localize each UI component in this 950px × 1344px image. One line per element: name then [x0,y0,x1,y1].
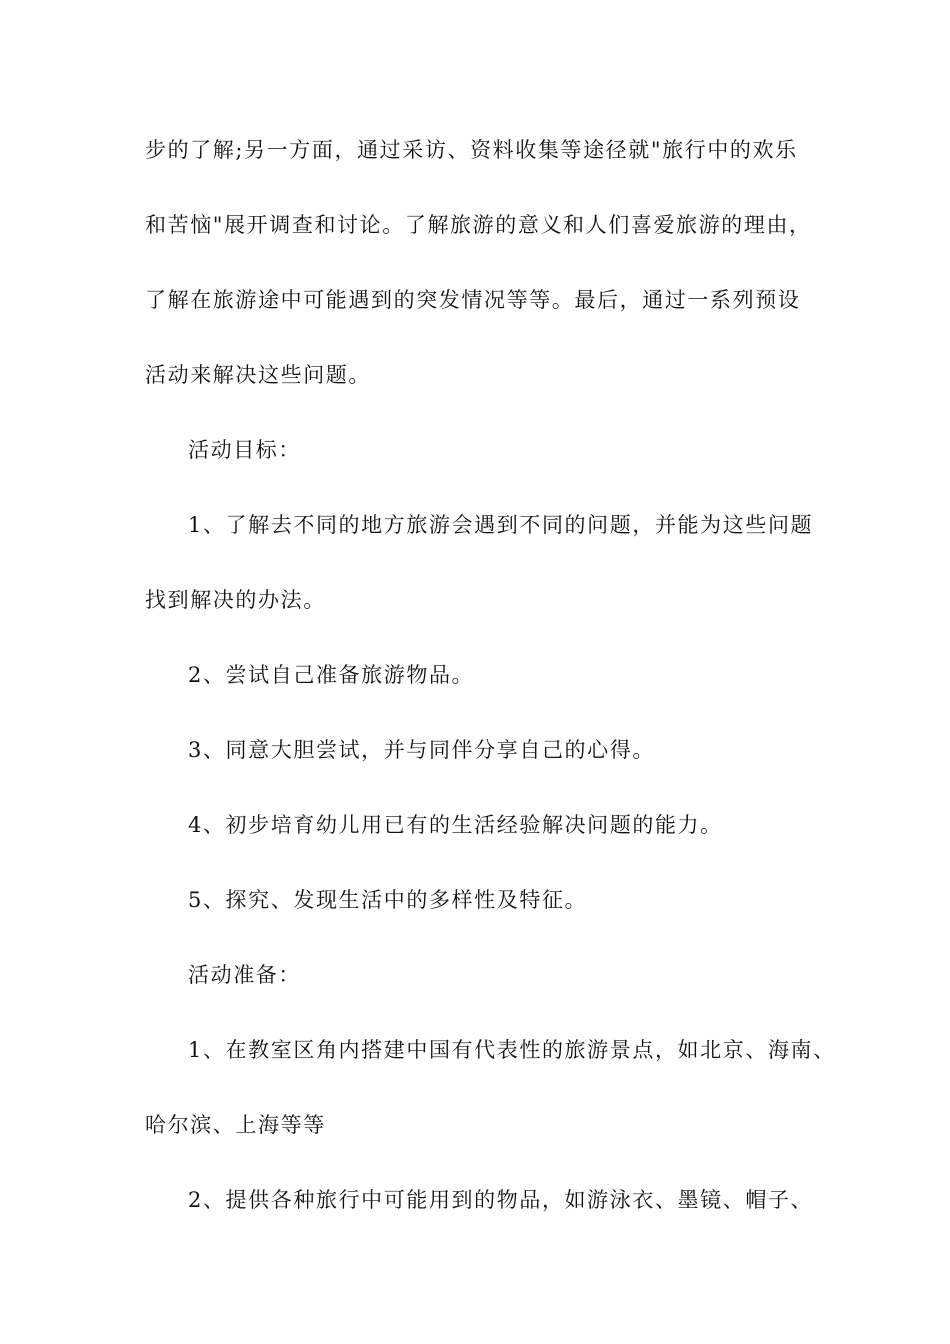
list-item: 4、初步培育幼儿用已有的生活经验解决问题的能力。 [188,813,723,837]
list-item: 2、尝试自己准备旅游物品。 [188,663,475,687]
paragraph-line: 步的了解;另一方面，通过采访、资料收集等途径就"旅行中的欢乐 [145,138,798,162]
section-heading: 活动目标： [188,438,301,462]
list-item-continuation: 找到解决的办法。 [145,588,326,612]
list-item: 1、在教室区角内搭建中国有代表性的旅游景点，如北京、海南、 [188,1038,836,1062]
section-heading: 活动准备： [188,963,301,987]
paragraph-line: 活动来解决这些问题。 [145,363,371,387]
list-item: 1、了解去不同的地方旅游会遇到不同的问题，并能为这些问题 [188,513,814,537]
list-item-continuation: 哈尔滨、上海等等 [145,1113,326,1137]
paragraph-line: 和苦恼"展开调查和讨论。了解旅游的意义和人们喜爱旅游的理由， [145,213,812,237]
list-item: 2、提供各种旅行中可能用到的物品，如游泳衣、墨镜、帽子、 [188,1188,814,1212]
list-item: 3、同意大胆尝试，并与同伴分享自己的心得。 [188,738,655,762]
list-item: 5、探究、发现生活中的多样性及特征。 [188,888,588,912]
paragraph-line: 了解在旅游途中可能遇到的突发情况等等。最后，通过一系列预设 [145,288,801,312]
